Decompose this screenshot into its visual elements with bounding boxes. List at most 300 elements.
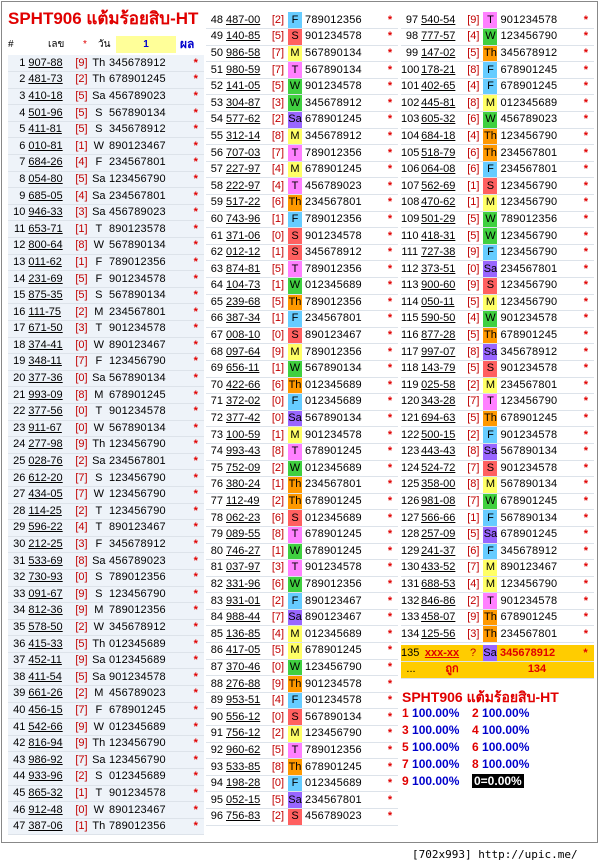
table-row <box>206 261 398 278</box>
row-star: * <box>578 410 594 427</box>
row-day: M <box>288 128 302 145</box>
row-code: 125-56 <box>421 626 463 643</box>
summary-value: 100.00% <box>482 723 530 737</box>
row-code: 377-36 <box>28 370 71 387</box>
table-row <box>401 560 594 577</box>
row-digits: 123456790 <box>106 171 188 188</box>
table-row <box>206 178 398 195</box>
table-row <box>8 652 204 669</box>
row-digits: 678901245 <box>497 327 577 344</box>
summary-item <box>472 740 529 754</box>
row-day: Th <box>288 493 302 510</box>
row-code: 986-92 <box>28 752 71 769</box>
row-digits: 901234578 <box>106 403 188 420</box>
row-star: * <box>188 121 204 138</box>
row-code: 178-21 <box>421 62 463 79</box>
row-bracket: [9] <box>463 609 483 626</box>
main-panel <box>1 1 598 843</box>
row-code: 372-02 <box>226 394 268 411</box>
row-code: 198-28 <box>226 775 268 792</box>
row-bracket: [2] <box>268 493 288 510</box>
row-star: * <box>382 759 398 776</box>
row-index: 105 <box>401 145 421 162</box>
row-index: 58 <box>206 178 226 195</box>
row-bracket: [9] <box>71 437 91 454</box>
row-code: 227-97 <box>226 161 268 178</box>
row-day: Sa <box>92 553 106 570</box>
row-digits: 678901245 <box>106 702 188 719</box>
row-star: * <box>188 354 204 371</box>
row-digits: 678901245 <box>497 526 577 543</box>
row-index: 112 <box>401 261 421 278</box>
row-code: 222-97 <box>226 178 268 195</box>
row-star: * <box>188 569 204 586</box>
table-row <box>8 453 204 470</box>
table-row <box>401 493 594 510</box>
row-code: 010-81 <box>28 138 71 155</box>
row-bracket: [2] <box>71 453 91 470</box>
table-row <box>8 188 204 205</box>
row-star: * <box>188 437 204 454</box>
table-row <box>8 370 204 387</box>
row-digits: 012345689 <box>302 510 382 527</box>
row-index: 13 <box>8 254 28 271</box>
row-day: M <box>483 560 497 577</box>
table-row <box>8 403 204 420</box>
row-code: 147-02 <box>421 45 463 62</box>
row-index: 9 <box>8 188 28 205</box>
table-row <box>401 45 594 62</box>
row-digits: 890123467 <box>302 327 382 344</box>
row-digits: 901234578 <box>302 29 382 46</box>
row-index: 98 <box>401 29 421 46</box>
row-digits: 012345689 <box>106 636 188 653</box>
row-day: S <box>92 287 106 304</box>
row-day: F <box>288 692 302 709</box>
row-star: * <box>578 228 594 245</box>
table-row <box>206 510 398 527</box>
summary-item <box>472 757 529 771</box>
table-row <box>206 311 398 328</box>
row-code: 025-58 <box>421 377 463 394</box>
row-index: 35 <box>8 619 28 636</box>
row-star: * <box>188 603 204 620</box>
row-digits: 890123467 <box>106 520 188 537</box>
row-code: 387-34 <box>226 311 268 328</box>
table-row <box>8 769 204 786</box>
row-index: 60 <box>206 211 226 228</box>
footer-label: ถูก <box>421 662 483 679</box>
row-star: * <box>382 261 398 278</box>
row-bracket: [2] <box>71 304 91 321</box>
row-index: 57 <box>206 161 226 178</box>
row-day: Sa <box>92 453 106 470</box>
row-bracket: [7] <box>268 609 288 626</box>
row-index: 53 <box>206 95 226 112</box>
row-code: 054-80 <box>28 171 71 188</box>
row-code: 540-54 <box>421 12 463 29</box>
row-digits: 234567801 <box>106 453 188 470</box>
row-bracket: [7] <box>463 493 483 510</box>
row-day: M <box>288 726 302 743</box>
row-code: 445-81 <box>421 95 463 112</box>
row-digits: 901234578 <box>497 427 577 444</box>
row-day: Th <box>288 477 302 494</box>
header-day: วัน <box>98 39 111 50</box>
row-day: W <box>92 337 106 354</box>
row-index: 103 <box>401 112 421 129</box>
row-star: * <box>382 676 398 693</box>
row-index: 24 <box>8 437 28 454</box>
row-bracket: [8] <box>71 387 91 404</box>
row-star: * <box>382 609 398 626</box>
summary-value: 100.00% <box>412 774 460 788</box>
table-row <box>8 669 204 686</box>
row-bracket: [1] <box>71 138 91 155</box>
row-day: M <box>483 95 497 112</box>
row-digits: 567890134 <box>302 62 382 79</box>
row-digits: 012345689 <box>106 769 188 786</box>
row-bracket: [5] <box>71 669 91 686</box>
row-digits: 789012356 <box>106 818 188 835</box>
row-index: 14 <box>8 271 28 288</box>
summary-item <box>402 757 459 771</box>
row-star: * <box>188 719 204 736</box>
row-code: 911-67 <box>28 420 71 437</box>
row-day: T <box>92 520 106 537</box>
summary-item <box>402 774 459 788</box>
row-code: 997-07 <box>421 344 463 361</box>
row-index: 90 <box>206 709 226 726</box>
table-row <box>8 387 204 404</box>
row-index: 54 <box>206 112 226 129</box>
row-digits: 012345689 <box>106 719 188 736</box>
row-day: Th <box>92 55 106 72</box>
row-bracket: [2] <box>463 427 483 444</box>
row-code: 846-86 <box>421 593 463 610</box>
row-index: 117 <box>401 344 421 361</box>
table-row <box>401 29 594 46</box>
table-row <box>8 304 204 321</box>
row-index: 95 <box>206 792 226 809</box>
row-day: F <box>92 354 106 371</box>
row-bracket: [1] <box>268 360 288 377</box>
row-digits: 901234578 <box>497 311 577 328</box>
row-index: 39 <box>8 686 28 703</box>
row-code: 590-50 <box>421 311 463 328</box>
row-bracket: [7] <box>71 470 91 487</box>
table-row <box>206 195 398 212</box>
row-code: 596-22 <box>28 520 71 537</box>
row-digits: 678901245 <box>302 493 382 510</box>
row-index: 100 <box>401 62 421 79</box>
row-day: S <box>92 586 106 603</box>
row-bracket: [4] <box>71 188 91 205</box>
row-day: F <box>288 394 302 411</box>
row-day: W <box>288 95 302 112</box>
row-star: * <box>188 204 204 221</box>
row-star: * <box>578 261 594 278</box>
table-row <box>206 576 398 593</box>
row-digits: 901234578 <box>302 560 382 577</box>
row-digits: 890123467 <box>497 560 577 577</box>
row-digits: 234567801 <box>106 188 188 205</box>
row-bracket: [5] <box>71 287 91 304</box>
row-day: W <box>92 238 106 255</box>
row-bracket: [8] <box>463 344 483 361</box>
row-star: * <box>188 752 204 769</box>
row-day: M <box>288 626 302 643</box>
row-star: * <box>382 394 398 411</box>
row-index: 121 <box>401 410 421 427</box>
row-code: 960-62 <box>226 742 268 759</box>
table-row <box>401 443 594 460</box>
row-digits: 901234578 <box>302 676 382 693</box>
summary-item <box>472 723 529 737</box>
summary-key: 8 <box>472 757 483 771</box>
row-bracket: [1] <box>268 278 288 295</box>
row-star: * <box>382 460 398 477</box>
row-star: * <box>188 321 204 338</box>
row-code: 907-88 <box>28 55 71 72</box>
row-star: * <box>188 503 204 520</box>
table-row <box>8 686 204 703</box>
row-star: * <box>382 477 398 494</box>
row-digits: 789012356 <box>302 294 382 311</box>
row-code: 671-50 <box>28 321 71 338</box>
table-row <box>8 155 204 172</box>
row-index: 122 <box>401 427 421 444</box>
table-row <box>401 244 594 261</box>
summary-value: 100.00% <box>482 757 530 771</box>
row-day: S <box>92 769 106 786</box>
row-digits: 890123467 <box>302 593 382 610</box>
table-row <box>206 477 398 494</box>
row-day: Th <box>483 45 497 62</box>
row-bracket: [6] <box>268 510 288 527</box>
row-day: T <box>483 12 497 29</box>
row-code: 685-05 <box>28 188 71 205</box>
table-row <box>8 121 204 138</box>
row-star: * <box>578 609 594 626</box>
row-code: 276-88 <box>226 676 268 693</box>
row-index: 106 <box>401 161 421 178</box>
row-bracket: [1] <box>71 785 91 802</box>
table-row <box>206 161 398 178</box>
row-star: * <box>382 95 398 112</box>
row-code: 141-05 <box>226 78 268 95</box>
row-bracket: [5] <box>463 211 483 228</box>
row-digits: 345678912 <box>302 95 382 112</box>
row-code: 875-35 <box>28 287 71 304</box>
row-index: 84 <box>206 609 226 626</box>
row-index: 89 <box>206 692 226 709</box>
table-row <box>8 287 204 304</box>
row-code: 136-85 <box>226 626 268 643</box>
table-row <box>206 360 398 377</box>
row-code: 140-85 <box>226 29 268 46</box>
row-star: * <box>382 195 398 212</box>
row-index: 102 <box>401 95 421 112</box>
header-star: * <box>83 39 87 50</box>
row-day: T <box>288 261 302 278</box>
row-day: Th <box>288 759 302 776</box>
row-day: T <box>483 394 497 411</box>
row-index: 97 <box>401 12 421 29</box>
row-digits: 012345689 <box>106 652 188 669</box>
row-index: 81 <box>206 560 226 577</box>
row-bracket: [8] <box>71 238 91 255</box>
row-star: * <box>578 145 594 162</box>
row-digits: 890123467 <box>106 802 188 819</box>
row-day: T <box>92 321 106 338</box>
table-row <box>206 427 398 444</box>
row-digits: 123456790 <box>106 470 188 487</box>
row-bracket: [5] <box>71 271 91 288</box>
table-row <box>401 510 594 527</box>
row-index: 83 <box>206 593 226 610</box>
row-star: * <box>578 161 594 178</box>
row-digits: 123456790 <box>497 576 577 593</box>
table-row <box>206 112 398 129</box>
row-code: 518-79 <box>421 145 463 162</box>
summary-zero <box>472 774 524 788</box>
row-index: 132 <box>401 593 421 610</box>
row-bracket: [0] <box>268 410 288 427</box>
row-digits: 678901245 <box>497 493 577 510</box>
row-index: 46 <box>8 802 28 819</box>
header-index: # <box>8 39 14 50</box>
row-digits: 567890134 <box>302 360 382 377</box>
row-bracket: [2] <box>463 593 483 610</box>
row-bracket: [0] <box>268 659 288 676</box>
summary-key: 7 <box>402 757 413 771</box>
row-digits: 234567801 <box>497 145 577 162</box>
row-code: 239-68 <box>226 294 268 311</box>
row-code: 986-58 <box>226 45 268 62</box>
row-digits: 567890134 <box>302 410 382 427</box>
row-day: T <box>288 560 302 577</box>
row-index: 2 <box>8 72 28 89</box>
row-star: * <box>188 420 204 437</box>
row-bracket: [9] <box>71 719 91 736</box>
row-day: F <box>288 311 302 328</box>
row-day: M <box>92 603 106 620</box>
row-index: 55 <box>206 128 226 145</box>
row-index: 25 <box>8 453 28 470</box>
row-digits: 456789023 <box>106 686 188 703</box>
row-code: 727-38 <box>421 244 463 261</box>
row-index: 42 <box>8 735 28 752</box>
row-day: W <box>92 486 106 503</box>
row-index: 120 <box>401 394 421 411</box>
row-bracket: [3] <box>463 626 483 643</box>
table-row <box>8 138 204 155</box>
row-index: 36 <box>8 636 28 653</box>
table-row <box>401 178 594 195</box>
summary-item <box>402 706 459 720</box>
row-code: 418-31 <box>421 228 463 245</box>
table-row <box>206 560 398 577</box>
row-bracket: [4] <box>463 576 483 593</box>
row-bracket: [7] <box>71 354 91 371</box>
table-row <box>206 244 398 261</box>
row-index: 33 <box>8 586 28 603</box>
row-bracket: [4] <box>71 155 91 172</box>
row-bracket: [2] <box>71 503 91 520</box>
row-digits: 789012356 <box>497 211 577 228</box>
row-code: 865-32 <box>28 785 71 802</box>
row-index: 30 <box>8 536 28 553</box>
table-row <box>206 709 398 726</box>
row-digits: 567890134 <box>106 370 188 387</box>
row-digits: 567890134 <box>497 477 577 494</box>
row-code: 358-00 <box>421 477 463 494</box>
table-row <box>8 72 204 89</box>
row-day: Th <box>483 410 497 427</box>
row-digits: 678901245 <box>302 112 382 129</box>
row-code: 370-46 <box>226 659 268 676</box>
summary-item <box>402 740 459 754</box>
row-star: * <box>382 145 398 162</box>
row-index: 8 <box>8 171 28 188</box>
row-index: 96 <box>206 809 226 826</box>
row-code: 993-43 <box>226 443 268 460</box>
row-bracket: [1] <box>268 543 288 560</box>
row-index: 99 <box>401 45 421 62</box>
row-day: M <box>92 387 106 404</box>
row-digits: 123456790 <box>497 29 577 46</box>
row-bracket: [4] <box>463 29 483 46</box>
row-index: 94 <box>206 775 226 792</box>
row-bracket: [9] <box>463 12 483 29</box>
table-row <box>206 278 398 295</box>
row-day: M <box>288 643 302 660</box>
row-day: F <box>483 427 497 444</box>
row-digits: 678901245 <box>106 72 188 89</box>
row-index: 119 <box>401 377 421 394</box>
row-digits: 345678912 <box>497 645 577 662</box>
row-day: S <box>483 278 497 295</box>
row-code: 011-62 <box>28 254 71 271</box>
row-bracket: [2] <box>268 809 288 826</box>
row-index: 43 <box>8 752 28 769</box>
row-bracket: [8] <box>268 128 288 145</box>
row-digits: 012345689 <box>302 377 382 394</box>
row-day: Th <box>288 294 302 311</box>
row-star: * <box>188 785 204 802</box>
row-digits: 123456790 <box>497 195 577 212</box>
table-row <box>401 211 594 228</box>
table-row <box>206 95 398 112</box>
row-digits: 901234578 <box>302 427 382 444</box>
row-code: 578-50 <box>28 619 71 636</box>
row-star: * <box>188 536 204 553</box>
row-digits: 901234578 <box>302 692 382 709</box>
row-code: 402-65 <box>421 78 463 95</box>
table-row <box>401 410 594 427</box>
row-star: * <box>188 72 204 89</box>
row-day: Th <box>92 818 106 835</box>
table-row <box>401 543 594 560</box>
row-day: W <box>92 420 106 437</box>
row-bracket: [4] <box>268 178 288 195</box>
row-digits: 234567801 <box>497 261 577 278</box>
row-star: * <box>382 178 398 195</box>
row-day: T <box>288 443 302 460</box>
row-index: 129 <box>401 543 421 560</box>
row-star: * <box>578 327 594 344</box>
